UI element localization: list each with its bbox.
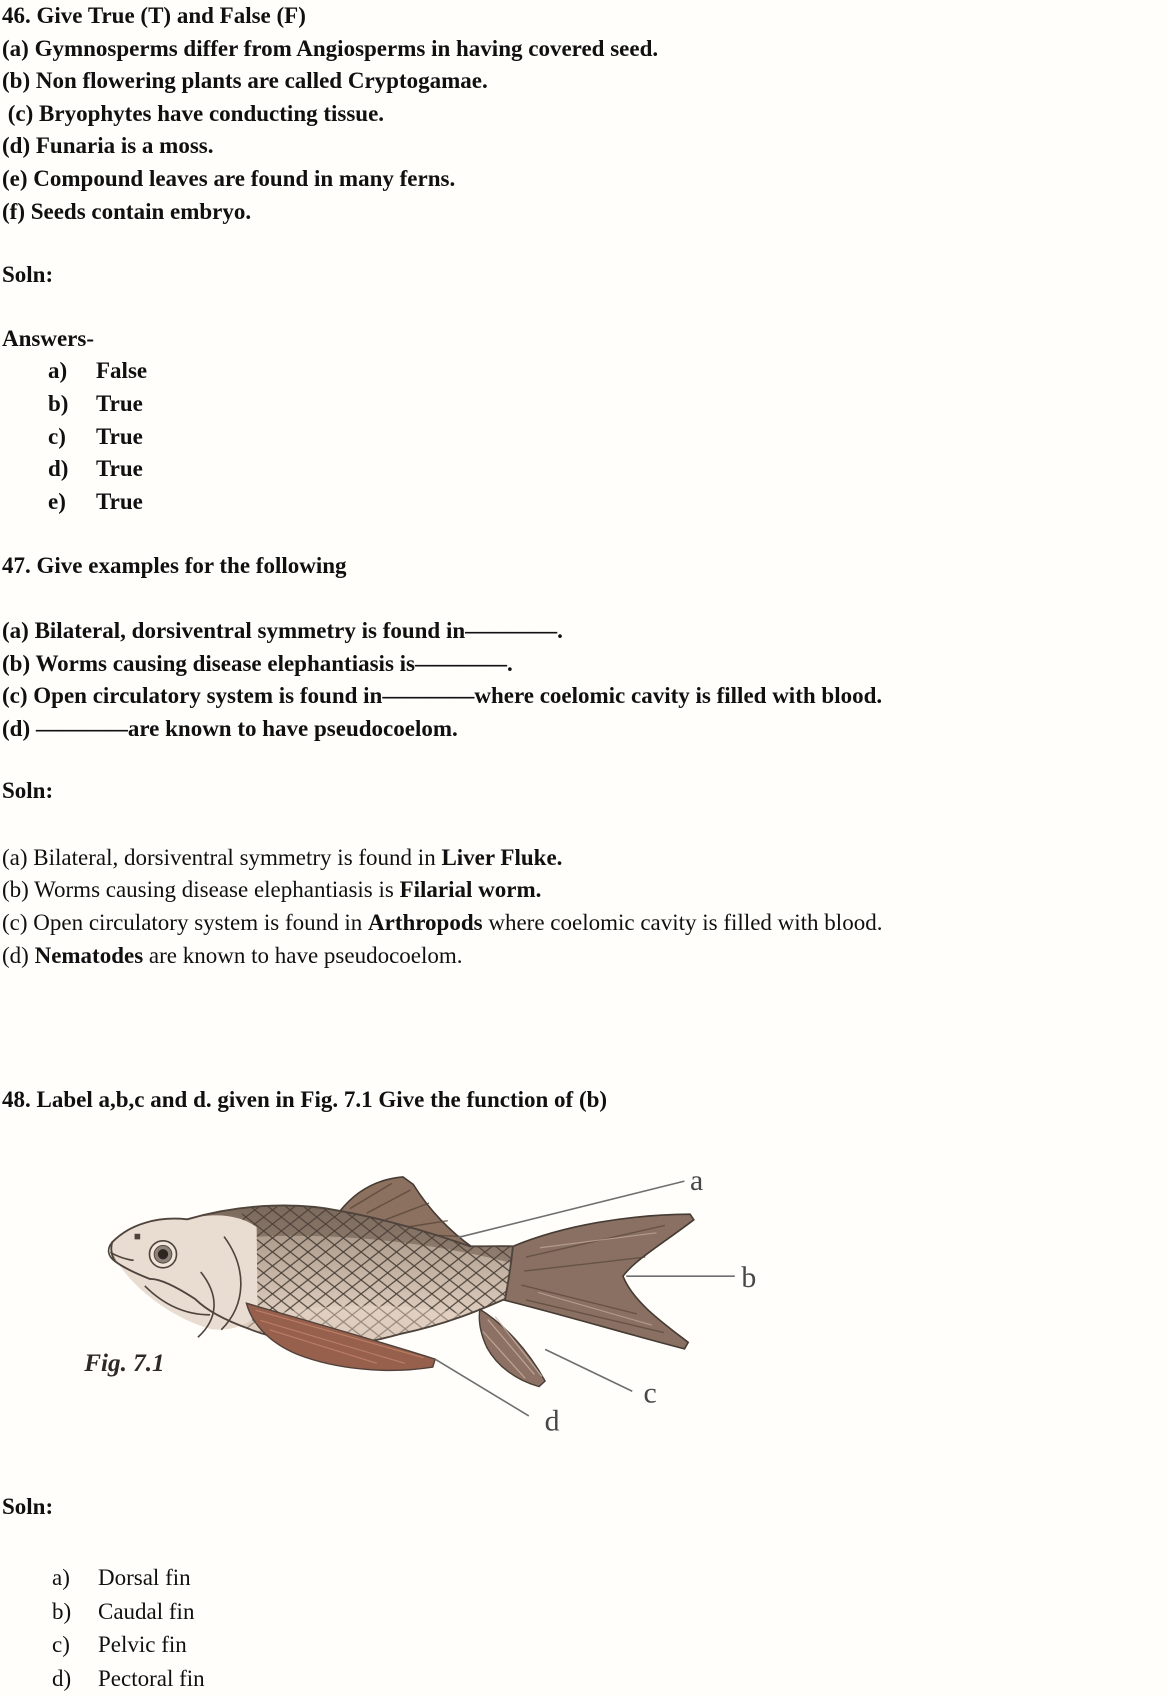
pelvic-fin bbox=[479, 1309, 545, 1386]
answer-46-row bbox=[0, 453, 1168, 486]
question-46-item-d: (d) Funaria is a moss. bbox=[2, 133, 214, 159]
question-46-title: 46. Give True (T) and False (F) bbox=[2, 3, 306, 28]
question-46-item-b: (b) Non flowering plants are called Cryptogamae. bbox=[2, 68, 488, 94]
question-47-title: 47. Give examples for the following bbox=[2, 553, 347, 579]
answer-letter: b) bbox=[48, 390, 69, 416]
answer-value: Pectoral fin bbox=[98, 1665, 205, 1691]
answer-48-row bbox=[0, 1662, 1168, 1696]
answer-46-row bbox=[0, 355, 1168, 388]
question-47-item-b: (b) Worms causing disease elephantiasis is————. bbox=[2, 650, 513, 676]
answer-46-row bbox=[0, 486, 1168, 519]
answers-48-list bbox=[0, 1561, 1168, 1695]
solution-label-46: Soln: bbox=[2, 262, 54, 288]
answer-value: True bbox=[96, 488, 143, 514]
figure-label-a: a bbox=[690, 1163, 704, 1197]
solution-47-block bbox=[0, 842, 1168, 972]
solution-text: are known to have pseudocoelom. bbox=[143, 942, 463, 968]
question-48-title: 48. Label a,b,c and d. given in Fig. 7.1 Give the function of (b) bbox=[2, 1087, 608, 1113]
solution-text: (c) Open circulatory system is found in bbox=[2, 910, 368, 936]
answer-value: True bbox=[96, 456, 143, 482]
answer-value: True bbox=[96, 390, 143, 416]
label-line-c bbox=[545, 1349, 632, 1391]
answer-48-row bbox=[0, 1628, 1168, 1662]
solution-answer: Nematodes bbox=[34, 942, 144, 968]
solution-answer: Liver Fluke. bbox=[441, 844, 563, 870]
figure-label-d: d bbox=[544, 1404, 560, 1438]
answer-letter: d) bbox=[52, 1665, 72, 1691]
answers-heading: Answers- bbox=[2, 325, 94, 351]
caudal-fin bbox=[504, 1214, 694, 1349]
solution-label-48: Soln: bbox=[2, 1493, 54, 1519]
figure-label-b: b bbox=[741, 1260, 757, 1294]
answer-letter: a) bbox=[52, 1565, 70, 1591]
question-47-item-d: (d) ————are known to have pseudocoelom. bbox=[2, 715, 458, 741]
question-47-item-a: (a) Bilateral, dorsiventral symmetry is found in————. bbox=[2, 617, 563, 643]
answer-value: True bbox=[96, 423, 143, 449]
answer-48-row bbox=[0, 1561, 1168, 1595]
solution-47-line-d bbox=[0, 940, 1168, 973]
answer-letter: e) bbox=[48, 488, 66, 514]
solution-answer: Arthropods bbox=[368, 910, 483, 936]
solution-47-line-b bbox=[0, 874, 1168, 907]
solution-text: (d) bbox=[2, 942, 35, 968]
fish-nostril bbox=[135, 1234, 141, 1240]
answer-letter: a) bbox=[48, 358, 68, 384]
answer-letter: c) bbox=[52, 1632, 70, 1658]
answer-letter: c) bbox=[48, 423, 66, 449]
solution-47-line-a bbox=[0, 842, 1168, 875]
solution-label-47: Soln: bbox=[2, 778, 54, 804]
answer-46-row bbox=[0, 421, 1168, 454]
solution-47-line-c bbox=[0, 907, 1168, 940]
figure-caption: Fig. 7.1 bbox=[84, 1349, 165, 1377]
answer-value: Dorsal fin bbox=[98, 1565, 191, 1591]
answer-letter: d) bbox=[48, 456, 69, 482]
question-46-item-c: (c) Bryophytes have conducting tissue. bbox=[2, 100, 385, 126]
solution-answer: Filarial worm. bbox=[399, 877, 542, 903]
solution-text: where coelomic cavity is filled with blood. bbox=[482, 910, 883, 936]
answer-48-row bbox=[0, 1595, 1168, 1629]
answer-value: Pelvic fin bbox=[98, 1632, 187, 1658]
answers-46-list bbox=[0, 355, 1168, 518]
question-47-item-c: (c) Open circulatory system is found in————where coelomic cavity is filled with blood. bbox=[2, 683, 883, 709]
question-46-item-f: (f) Seeds contain embryo. bbox=[2, 198, 252, 224]
answer-value: False bbox=[96, 358, 148, 384]
answer-46-row bbox=[0, 388, 1168, 421]
answer-value: Caudal fin bbox=[98, 1598, 195, 1624]
question-46-block bbox=[0, 0, 1168, 228]
solution-text: (a) Bilateral, dorsiventral symmetry is found in bbox=[2, 844, 442, 870]
solution-text: (b) Worms causing disease elephantiasis is bbox=[2, 877, 400, 903]
fish-eye bbox=[149, 1241, 176, 1268]
fish-illustration bbox=[60, 1119, 780, 1459]
figure-label-c: c bbox=[643, 1376, 657, 1410]
question-46-item-a: (a) Gymnosperms differ from Angiosperms in having covered seed. bbox=[2, 35, 659, 61]
figure-7-1 bbox=[0, 1117, 1168, 1463]
answer-letter: b) bbox=[52, 1598, 72, 1624]
question-47-items bbox=[0, 615, 1168, 745]
question-46-item-e: (e) Compound leaves are found in many ferns. bbox=[2, 165, 456, 191]
